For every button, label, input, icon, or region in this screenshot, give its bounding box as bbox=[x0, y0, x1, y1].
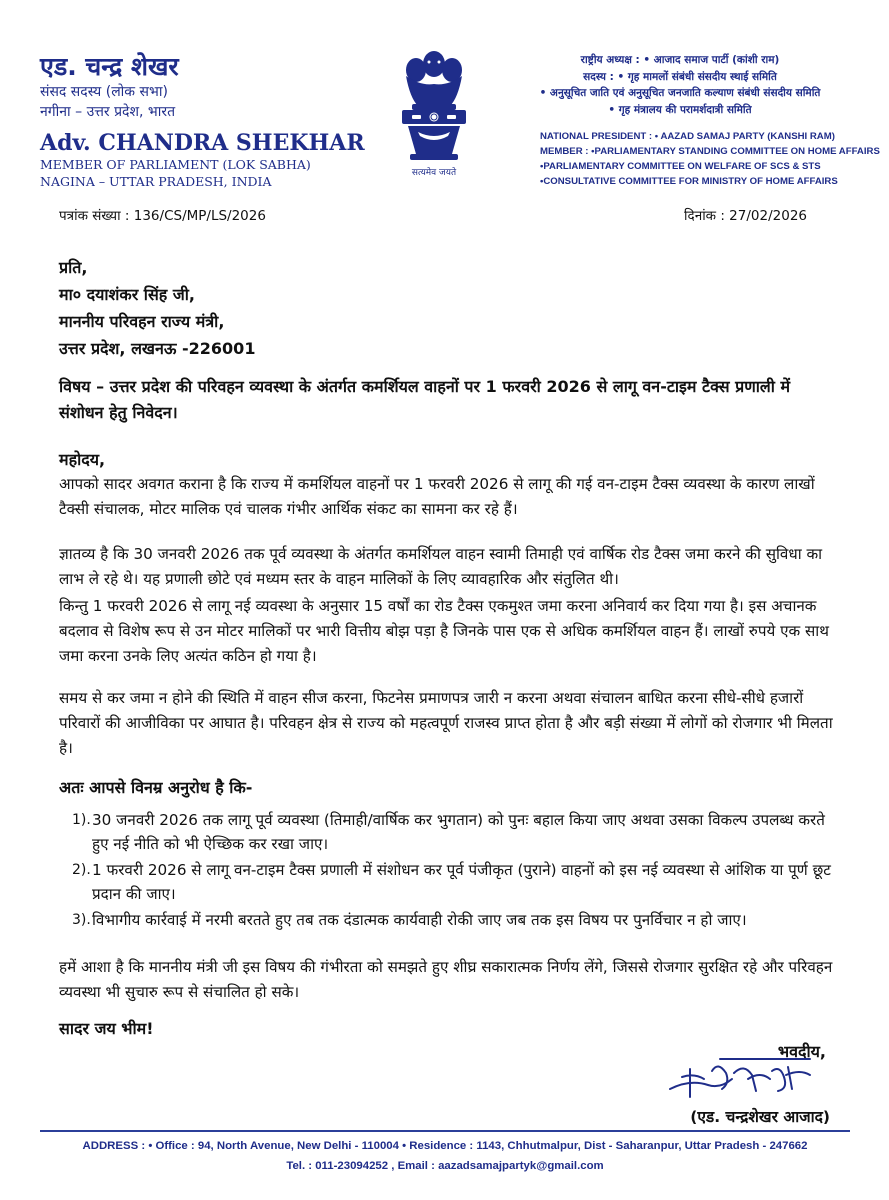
list-item-number: 2). bbox=[72, 862, 91, 878]
sender-title-english: MEMBER OF PARLIAMENT (LOK SABHA) bbox=[40, 157, 311, 172]
designation-english-1: NATIONAL PRESIDENT : • AAZAD SAMAJ PARTY (KANSHI RAM) bbox=[540, 131, 835, 142]
designation-english-block bbox=[500, 129, 880, 189]
body-paragraph-5: हमें आशा है कि माननीय मंत्री जी इस विषय की गंभीरता को समझते हुए शीघ्र सकारात्मक निर्णय लेंगे, जिससे रोजगार सुरक्षित रहे और परिवहन व्यवस्था भी सुचारु रूप से संचालित हो सके। bbox=[59, 958, 833, 1001]
body-paragraph-3: किन्तु 1 फरवरी 2026 से लागू नई व्यवस्था के अनुसार 15 वर्षों का रोड टैक्स एकमुश्त जमा करना अनिवार्य कर दिया गया है। इस अचानक बदलाव से विशेष रूप से उन मोटर मालिकों पर भारी वित्तीय बोझ पड़ा है जिनके पास एक से अधिक कमर्शियल वाहन हैं। लाखों रुपये एक साथ जमा करना उनके लिए अत्यंत कठिन हो गया है। bbox=[59, 597, 829, 665]
designation-hindi-1: राष्ट्रीय अध्यक्ष : • आजाद समाज पार्टी (कांशी राम) bbox=[580, 54, 780, 66]
sender-title-hindi: संसद सदस्य (लोक सभा) bbox=[40, 84, 168, 100]
list-item-number: 1). bbox=[72, 812, 91, 828]
recipient-line-4: उत्तर प्रदेश, लखनऊ -226001 bbox=[59, 339, 256, 358]
subject-line: विषय – उत्तर प्रदेश की परिवहन व्यवस्था के अंतर्गत कमर्शियल वाहनों पर 1 फरवरी 2026 से लागू वन-टाइम टैक्स प्रणाली में संशोधन हेतु निवेदन। bbox=[59, 377, 791, 422]
closing-line: सादर जय भीम! bbox=[59, 1019, 154, 1038]
list-item bbox=[59, 908, 834, 932]
signature-block bbox=[620, 1035, 840, 1125]
designation-hindi-4: • गृह मंत्रालय की परामर्शदात्री समिति bbox=[608, 103, 752, 116]
footer-contact: Tel. : 011-23094252 , Email : aazadsamajpartyk@gmail.com bbox=[286, 1160, 604, 1172]
list-item bbox=[59, 808, 834, 856]
recipient-line-3: माननीय परिवहन राज्य मंत्री, bbox=[59, 312, 225, 331]
footer-divider bbox=[40, 1130, 850, 1132]
list-item-text: 30 जनवरी 2026 तक लागू पूर्व व्यवस्था (तिमाही/वार्षिक कर भुगतान) को पुनः बहाल किया जाए अथवा उसका विकल्प उपलब्ध करते हुए नई नीति को भी ऐच्छिक कर रखा जाए। bbox=[92, 811, 825, 853]
request-heading: अतः आपसे विनम्र अनुरोध है कि- bbox=[59, 778, 253, 797]
designation-english-2: MEMBER : •PARLIAMENTARY STANDING COMMITTEE ON HOME AFFAIRS bbox=[540, 146, 880, 157]
letter-number: पत्रांक संख्या : 136/CS/MP/LS/2026 bbox=[59, 208, 266, 224]
yours-sincerely: भवदीय, bbox=[777, 1042, 826, 1061]
recipient-line-1: प्रति, bbox=[59, 258, 88, 277]
designation-english-4: •CONSULTATIVE COMMITTEE FOR MINISTRY OF HOME AFFAIRS bbox=[540, 176, 838, 187]
sender-name-english: Adv. CHANDRA SHEKHAR bbox=[40, 130, 365, 156]
handwritten-signature-icon bbox=[660, 1049, 830, 1109]
recipient-line-2: मा० दयाशंकर सिंह जी, bbox=[59, 285, 195, 304]
letterhead-right bbox=[500, 52, 880, 189]
national-emblem bbox=[388, 46, 480, 181]
designation-english-3: •PARLIAMENTARY COMMITTEE ON WELFARE OF SCS & STS bbox=[540, 161, 821, 172]
list-item-text: विभागीय कार्रवाई में नरमी बरतते हुए तब तक दंडात्मक कार्यवाही रोकी जाए जब तक इस विषय पर पुनर्विचार न हो जाए। bbox=[92, 911, 747, 929]
letterhead-left bbox=[40, 52, 370, 190]
list-item-text: 1 फरवरी 2026 से लागू वन-टाइम टैक्स प्रणाली में संशोधन कर पूर्व पंजीकृत (पुराने) वाहनों को इस नई व्यवस्था से आंशिक या पूर्ण छूट प्रदान की जाए। bbox=[92, 861, 831, 903]
salutation: महोदय, bbox=[59, 450, 106, 469]
sender-place-english: NAGINA – UTTAR PRADESH, INDIA bbox=[40, 174, 272, 189]
designation-hindi-2: सदस्य : • गृह मामलों संबंधी संसदीय स्थाई समिति bbox=[583, 70, 777, 83]
body-paragraph-4: समय से कर जमा न होने की स्थिति में वाहन सीज करना, फिटनेस प्रमाणपत्र जारी न करना अथवा संचालन बाधित करना सीधे-सीधे हजारों परिवारों की आजीविका पर आघात है। परिवहन क्षेत्र से राज्य को महत्वपूर्ण राजस्व प्राप्त होता है और बड़ी संख्या में लोगों को रोजगार भी मिलता है। bbox=[59, 689, 833, 757]
request-list bbox=[59, 808, 834, 934]
list-item bbox=[59, 858, 834, 906]
sender-name-hindi: एड. चन्द्र शेखर bbox=[40, 52, 179, 81]
designation-hindi-3: • अनुसूचित जाति एवं अनुसूचित जनजाति कल्याण संबंधी संसदीय समिति bbox=[539, 87, 821, 99]
letter-date: दिनांक : 27/02/2026 bbox=[684, 208, 807, 224]
footer-address: ADDRESS : • Office : 94, North Avenue, New Delhi - 110004 • Residence : 1143, Chhutmalpur, Dist - Saharanpur, Uttar Pradesh - 247662 bbox=[82, 1140, 808, 1152]
emblem-motto: सत्यमेव जयते bbox=[411, 168, 457, 178]
lion-capital-emblem-icon bbox=[388, 46, 480, 164]
sender-place-hindi: नगीना – उत्तर प्रदेश, भारत bbox=[40, 104, 176, 120]
body-paragraph-1: आपको सादर अवगत कराना है कि राज्य में कमर्शियल वाहनों पर 1 फरवरी 2026 से लागू की गई वन-टाइम टैक्स व्यवस्था के कारण लाखों टैक्सी संचालक, मोटर मालिक एवं चालक गंभीर आर्थिक संकट का सामना कर रहे हैं। bbox=[59, 475, 815, 518]
list-item-number: 3). bbox=[72, 912, 91, 928]
body-paragraph-2: ज्ञातव्य है कि 30 जनवरी 2026 तक पूर्व व्यवस्था के अंतर्गत कमर्शियल वाहन स्वामी तिमाही एवं वार्षिक रोड टैक्स जमा करने की सुविधा का लाभ ले रहे थे। यह प्रणाली छोटे एवं मध्यम स्तर के वाहन मालिकों के लिए व्यावहारिक और संतुलित थी। bbox=[59, 545, 823, 588]
recipient-block bbox=[59, 254, 255, 362]
footer bbox=[40, 1136, 850, 1176]
signatory-name: (एड. चन्द्रशेखर आजाद) bbox=[690, 1108, 830, 1126]
